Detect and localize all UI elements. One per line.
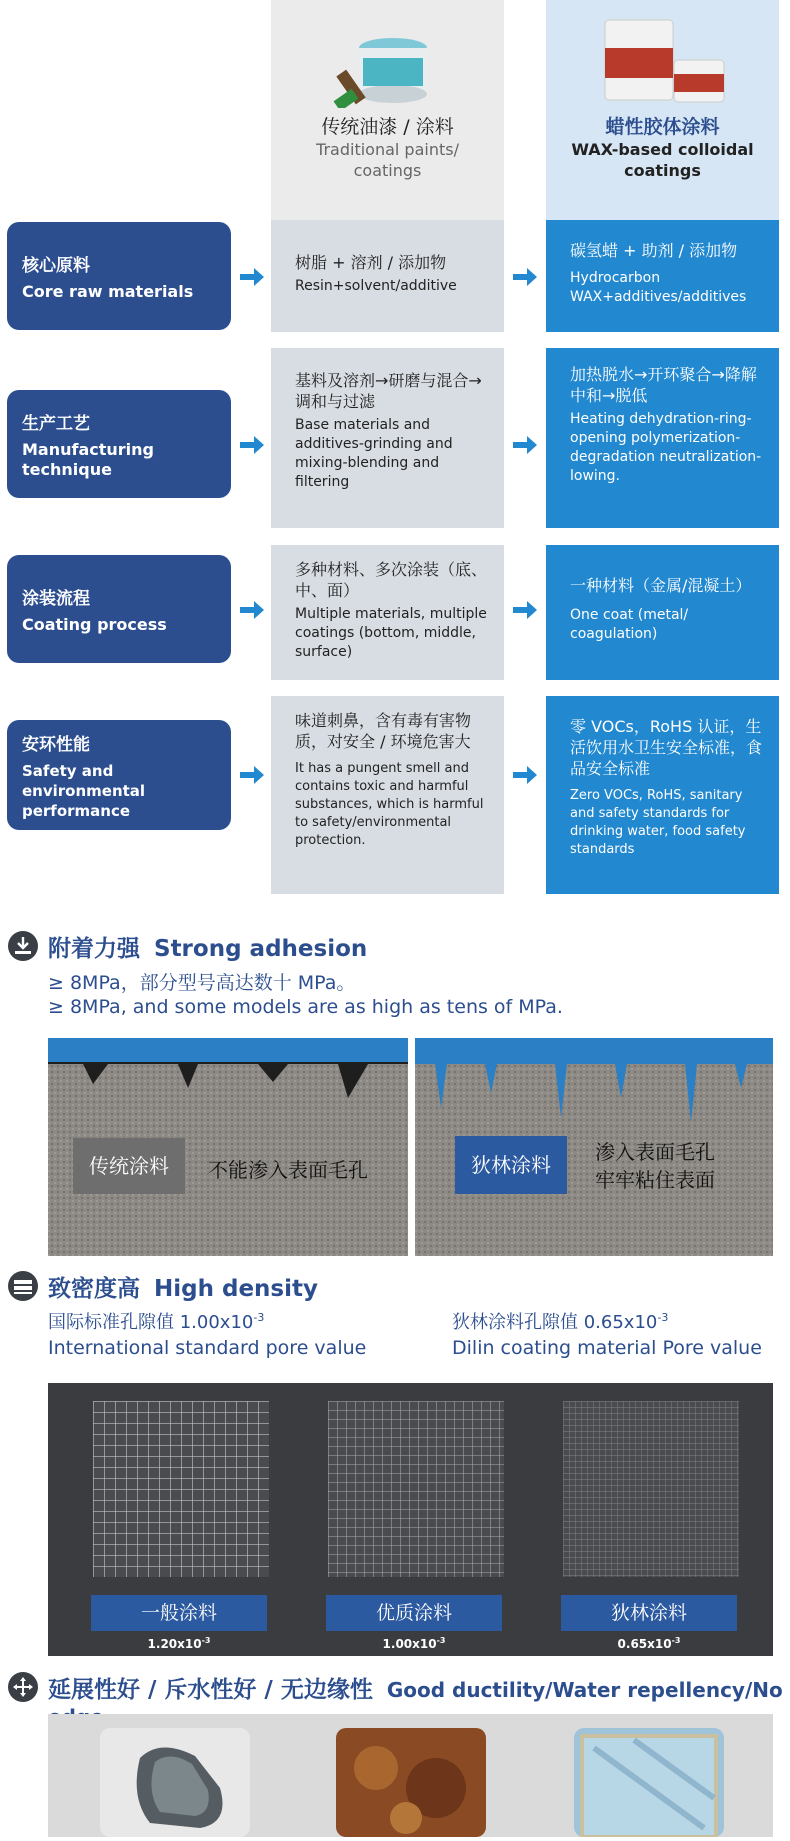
traditional-desc: 不能渗入表面毛孔 — [208, 1158, 368, 1182]
grid-value-general: $1.20x10^{-3}$ — [147, 1636, 211, 1651]
arrow-right-icon — [240, 766, 264, 784]
ductility-photo-strip — [48, 1714, 773, 1837]
arrow-right-icon — [513, 766, 537, 784]
arrow-right-icon — [513, 436, 537, 454]
adhesion-line-en: ≥ 8MPa, and some models are as high as tens of MPa. — [48, 996, 563, 1018]
wax-header — [546, 0, 779, 220]
grid-quality — [328, 1401, 504, 1577]
adhesion-title: 附着力强 Strong adhesion — [48, 936, 368, 962]
traditional-adhesion-panel — [48, 1038, 408, 1256]
paint-bucket-icon — [333, 18, 443, 108]
arrow-right-icon — [240, 601, 264, 619]
arrow-right-icon — [513, 601, 537, 619]
adhesion-line-cn: ≥ 8MPa，部分型号高达数十 MPa。 — [48, 972, 356, 994]
grid-label-general: 一般涂料 — [91, 1595, 267, 1631]
row-label-safety: 安环性能 Safety and environmental performance — [7, 720, 231, 830]
dilin-tag: 狄林涂料 — [455, 1136, 567, 1194]
grid-dilin — [563, 1401, 739, 1577]
grid-label-dilin: 狄林涂料 — [561, 1595, 737, 1631]
row-label-manufacturing: 生产工艺 Manufacturing technique — [7, 390, 231, 498]
arrow-right-icon — [240, 436, 264, 454]
grid-value-dilin: $0.65x10^{-3}$ — [617, 1636, 681, 1651]
grid-general — [93, 1401, 269, 1577]
traditional-tag: 传统涂料 — [73, 1138, 185, 1194]
row-label-coating-process: 涂装流程 Coating process — [7, 555, 231, 663]
photo-bent-metal — [100, 1728, 250, 1837]
wax-title-en-2: coatings — [624, 161, 701, 180]
grid-value-quality: $1.00x10^{-3}$ — [382, 1636, 446, 1651]
density-grid-panel — [48, 1383, 773, 1656]
density-icon — [8, 1271, 38, 1301]
traditional-cell-coating: 多种材料、多次涂装（底、中、面） Multiple materials, multiple coatings (bottom, middle, surface) — [271, 545, 504, 680]
wax-cell-safety: 零 VOCs，RoHS 认证，生活饮用水卫生安全标准，食品安全标准 Zero VOCs, RoHS, sanitary and safety standards for drinking water, food safety standards — [546, 696, 779, 894]
wax-title-cn: 蜡性胶体涂料 — [605, 116, 720, 138]
dilin-pore-value-en: Dilin coating material Pore value — [452, 1337, 762, 1359]
dilin-desc: 渗入表面毛孔 牢牢粘住表面 — [595, 1140, 715, 1192]
arrow-right-icon — [513, 268, 537, 286]
photo-water-repellent-film — [574, 1728, 724, 1837]
traditional-title-en-1: Traditional paints/ — [316, 140, 459, 159]
traditional-cell-safety: 味道刺鼻，含有毒有害物质，对安全 / 环境危害大 It has a pungent smell and contains toxic and harmful substances, which is harmful to safety/environmental protection. — [271, 696, 504, 894]
dilin-pore-value: 狄林涂料孔隙值 $0.65x10^{-3}$ — [452, 1311, 669, 1333]
wax-bucket-icon — [600, 14, 730, 108]
grid-label-quality: 优质涂料 — [326, 1595, 502, 1631]
wax-title-en-1: WAX-based colloidal — [571, 140, 754, 159]
adhesion-icon — [8, 931, 38, 961]
density-title: 致密度高 High density — [48, 1276, 318, 1302]
wax-cell-coating: 一种材料（金属/混凝土） One coat (metal/ coagulation) — [546, 545, 779, 680]
traditional-title-en-2: coatings — [353, 161, 422, 180]
row-label-core-raw-materials: 核心原料 Core raw materials — [7, 222, 231, 330]
wax-cell-manufacturing: 加热脱水→开环聚合→降解中和→脱低 Heating dehydration-ring-opening polymerization-degradation neutralization-lowing. — [546, 348, 779, 528]
traditional-title-cn: 传统油漆 / 涂料 — [321, 116, 454, 138]
photo-rusted-surface — [336, 1728, 486, 1837]
traditional-header — [271, 0, 504, 220]
traditional-cell-raw: 树脂 + 溶剂 / 添加物 Resin+solvent/additive — [271, 220, 504, 332]
intl-pore-value-en: International standard pore value — [48, 1337, 367, 1359]
ductility-title: 延展性好 / 斥水性好 / 无边缘性 Good ductility/Water repellency/No — [48, 1677, 783, 1703]
traditional-cell-manufacturing: 基料及溶剂→研磨与混合→调和与过滤 Base materials and additives-grinding and mixing-blending and filtering — [271, 348, 504, 528]
dilin-adhesion-panel — [415, 1038, 773, 1256]
ductility-icon — [8, 1672, 38, 1702]
wax-cell-raw: 碳氢蜡 + 助剂 / 添加物 Hydrocarbon WAX+additives/additives — [546, 220, 779, 332]
arrow-right-icon — [240, 268, 264, 286]
intl-pore-value: 国际标准孔隙值 $1.00x10^{-3}$ — [48, 1311, 265, 1333]
